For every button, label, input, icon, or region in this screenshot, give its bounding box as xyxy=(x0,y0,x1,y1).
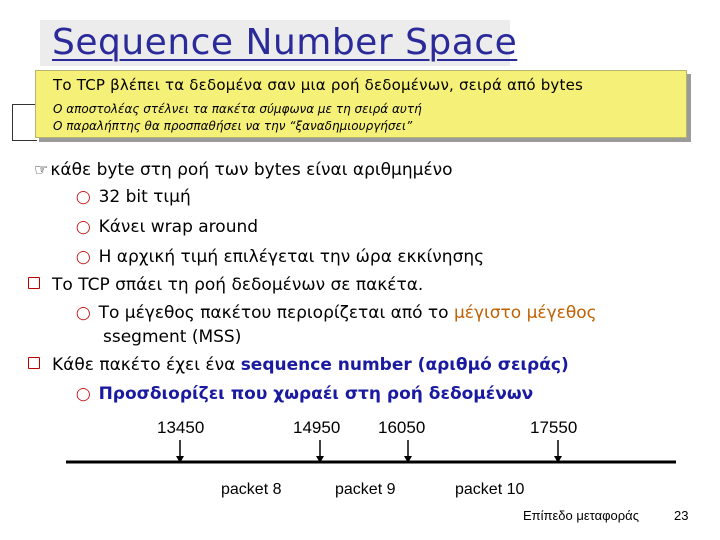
seq-number-1: 13450 xyxy=(157,418,205,437)
bullet-text: Το μέγεθος πακέτου περιορίζεται από το xyxy=(98,303,454,323)
bold-text: Προσδιορίζει που χωραέι στη ροή δεδομένων xyxy=(98,384,534,404)
sub-bullet-icon: ◯ xyxy=(76,250,91,265)
sub-bullet-icon: ◯ xyxy=(76,190,91,205)
highlight-text: μέγιστο μέγεθος xyxy=(453,303,597,323)
bullet-text: κάθε byte στη ροή των bytes είναι αριθμημένο xyxy=(50,160,453,180)
seq-number-4: 17550 xyxy=(530,418,578,437)
bullet-text: Κάθε πακέτο έχει ένα xyxy=(52,355,241,375)
sub-bullet-icon: ◯ xyxy=(76,387,91,402)
footer-section: Επίπεδο μεταφοράς xyxy=(523,508,639,523)
bullet-text: 32 bit τιμή xyxy=(98,187,191,207)
slide-title: Sequence Number Space xyxy=(52,22,518,63)
bullet-text: Η αρχική τιμή επιλέγεται την ώρα εκκίνησης xyxy=(98,247,485,267)
packet-label-8: packet 8 xyxy=(221,481,282,498)
callout-line-2: Ο αποστολέας στέλνει τα πακέτα σύμφωνα με τη σειρά αυτή xyxy=(53,102,422,116)
callout-line-3: Ο παραλήπτης θα προσπαθήσει να την “ξαναδημιουργήσει” xyxy=(53,119,413,133)
packet-label-10: packet 10 xyxy=(455,481,525,498)
packet-label-9: packet 9 xyxy=(335,481,396,498)
sub-bullet-icon: ◯ xyxy=(76,220,91,235)
bullet-text: ssegment (MSS) xyxy=(103,327,242,347)
bullet-text: Το TCP σπάει τη ροή δεδομένων σε πακέτα. xyxy=(52,275,424,295)
callout-line-1: Το TCP βλέπει τα δεδομένα σαν μια ροή δεδομένων, σειρά από bytes xyxy=(53,76,584,94)
page-number: 23 xyxy=(674,508,689,523)
pointing-hand-icon: ☞ xyxy=(34,160,49,179)
bullet-text: Κάνει wrap around xyxy=(98,217,259,237)
bold-text: sequence number (αριθμό σειράς) xyxy=(240,355,569,375)
seq-number-3: 16050 xyxy=(378,418,426,437)
sub-bullet-icon: ◯ xyxy=(76,306,91,321)
seq-number-2: 14950 xyxy=(293,418,341,437)
